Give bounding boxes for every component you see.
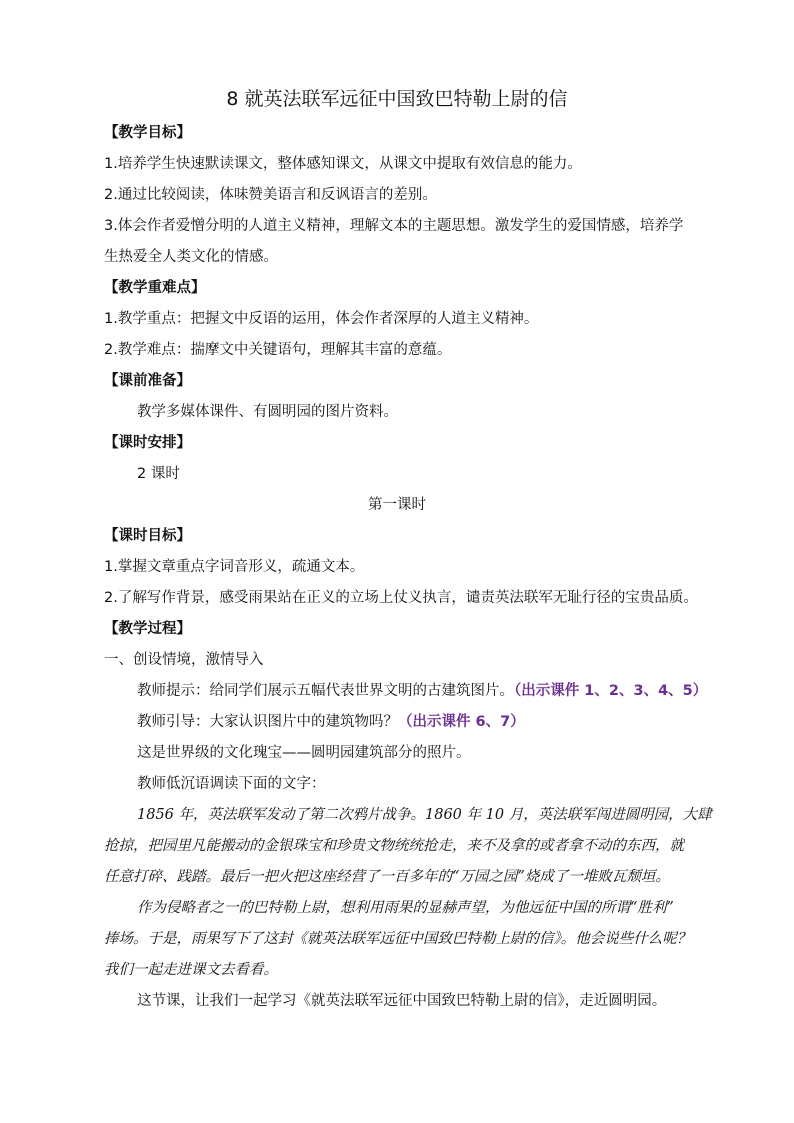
teacher-hint-note: （出示课件 1、2、3、4、5） xyxy=(514,683,708,699)
schedule-heading: 【课时安排】 xyxy=(104,435,191,451)
process-heading: 【教学过程】 xyxy=(104,621,191,637)
story-1-line-1: 1856 年，英法联军发动了第二次鸦片战争。1860 年 10 月，英法联军闯进圆明园，大肆 xyxy=(137,807,712,823)
teacher-guide xyxy=(137,711,757,733)
treasure-text: 这是世界级的文化瑰宝——圆明园建筑部分的照片。 xyxy=(137,745,471,761)
lesson-goals-heading: 【课时目标】 xyxy=(104,528,191,544)
goals-heading: 【教学目标】 xyxy=(104,125,191,141)
goal-3-line-1: 3.体会作者爱憎分明的人道主义精神，理解文本的主题思想。激发学生的爱国情感，培养学 xyxy=(104,218,684,234)
prep-text: 教学多媒体课件、有圆明园的图片资料。 xyxy=(137,404,398,420)
teacher-read-text: 教师低沉语调读下面的文字： xyxy=(137,776,326,792)
story-1-line-3: 任意打碎、践踏。最后一把火把这座经营了一百多年的“万园之园”烧成了一堆败瓦颓垣。 xyxy=(104,869,670,885)
teacher-guide-text: 教师引导：大家认识图片中的建筑物吗？ xyxy=(137,714,398,730)
key-heading: 【教学重难点】 xyxy=(104,280,206,296)
story-1-line-2: 抢掠，把园里凡能搬动的金银珠宝和珍贵文物统统抢走，来不及拿的或者拿不动的东西，就 xyxy=(104,838,684,854)
story-2-line-1: 作为侵略者之一的巴特勒上尉，想利用雨果的显赫声望，为他远征中国的所谓“胜利” xyxy=(137,900,674,916)
key-point-2: 2.教学难点：揣摩文中关键语句，理解其丰富的意蕴。 xyxy=(104,342,452,358)
teacher-guide-note: （出示课件 6、7） xyxy=(398,714,525,730)
goal-3-line-2: 生热爱全人类文化的情感。 xyxy=(104,249,278,265)
prep-heading: 【课前准备】 xyxy=(104,373,191,389)
document-title: 8 就英法联军远征中国致巴特勒上尉的信 xyxy=(226,88,568,110)
goal-1: 1.培养学生快速默读课文，整体感知课文，从课文中提取有效信息的能力。 xyxy=(104,156,582,172)
lesson-goal-2: 2.了解写作背景，感受雨果站在正义的立场上仗义执言，谴责英法联军无耻行径的宝贵品质。 xyxy=(104,590,698,606)
story-2-line-2: 捧场。于是，雨果写下了这封《就英法联军远征中国致巴特勒上尉的信》。他会说些什么呢？ xyxy=(104,931,692,947)
goal-2: 2.通过比较阅读，体味赞美语言和反讽语言的差别。 xyxy=(104,187,437,203)
schedule-text: 2 课时 xyxy=(137,466,180,482)
closing-text: 这节课，让我们一起学习《就英法联军远征中国致巴特勒上尉的信》，走近圆明园。 xyxy=(137,993,667,1009)
lesson-goal-1: 1.掌握文章重点字词音形义，疏通文本。 xyxy=(104,559,365,575)
key-point-1: 1.教学重点：把握文中反语的运用，体会作者深厚的人道主义精神。 xyxy=(104,311,539,327)
lesson-title: 第一课时 xyxy=(368,497,426,513)
part-1-heading: 一、创设情境，激情导入 xyxy=(104,652,264,668)
story-2-line-3: 我们一起走进课文去看看。 xyxy=(104,962,278,978)
teacher-hint-text: 教师提示：给同学们展示五幅代表世界文明的古建筑图片。 xyxy=(137,683,514,699)
teacher-hint xyxy=(137,680,757,702)
